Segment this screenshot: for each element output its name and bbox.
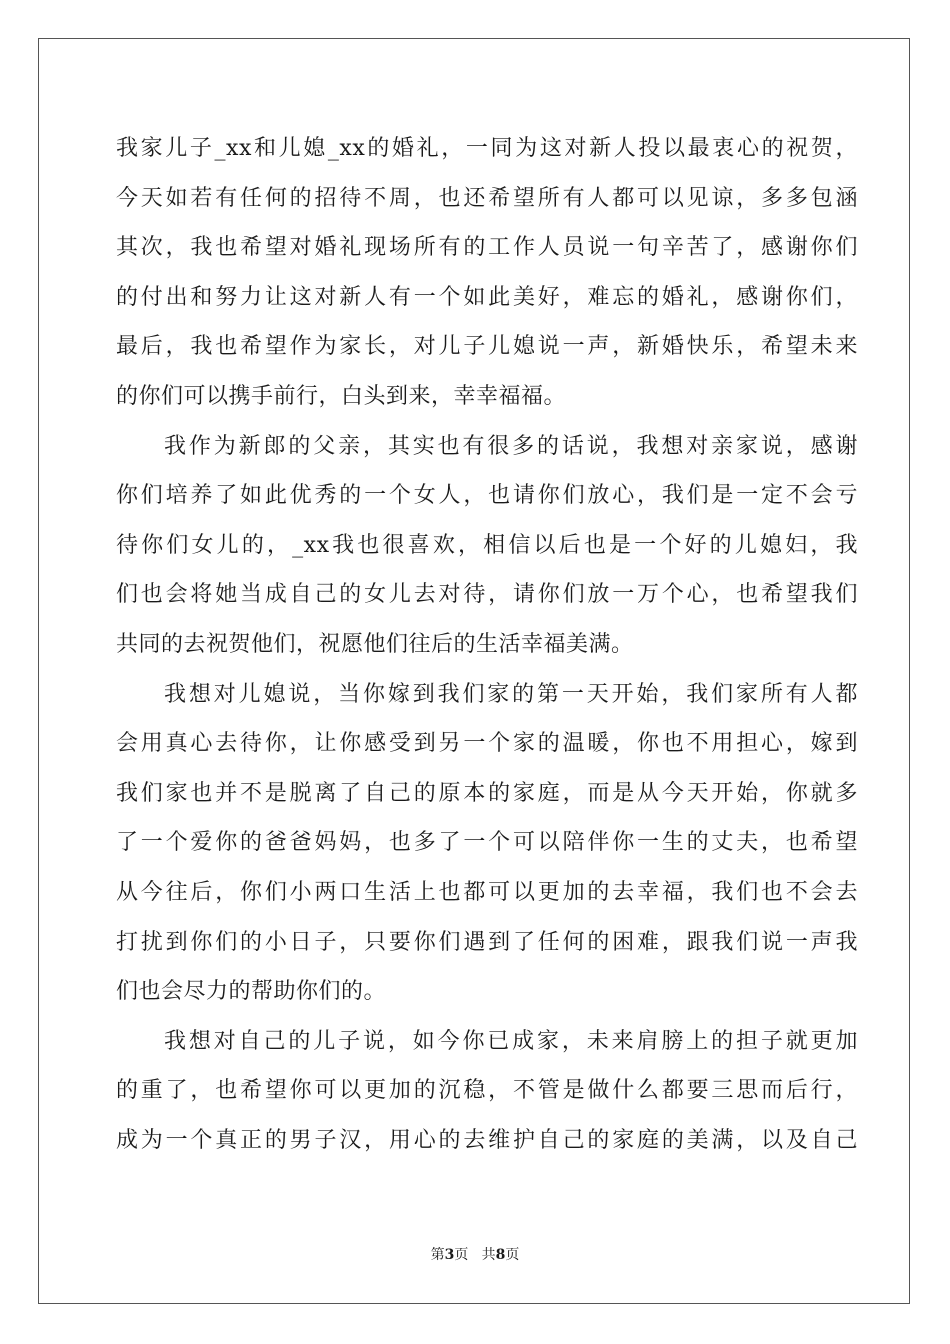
text-line: 从今往后，你们小两口生活上也都可以更加的去幸福，我们也不会去 [116,879,858,905]
document-body [116,124,858,1165]
text-line: 了一个爱你的爸爸妈妈，也多了一个可以陪伴你一生的丈夫，也希望 [116,830,858,856]
text-line: 我家儿子_xx和儿媳_xx的婚礼，一同为这对新人投以最衷心的祝贺， [116,136,858,161]
total-pages-prefix: 共 [481,1247,496,1263]
text-line: 我想对儿媳说，当你嫁到我们家的第一天开始，我们家所有人都 [164,681,858,707]
text-line: 们也会尽力的帮助你们的。 [116,979,387,1005]
text-line: 打扰到你们的小日子，只要你们遇到了任何的困难，跟我们说一声我 [116,929,858,955]
text-line: 会用真心去待你，让你感受到另一个家的温暖，你也不用担心，嫁到 [116,731,858,757]
text-line: 待你们女儿的，_xx我也很喜欢，相信以后也是一个好的儿媳妇，我 [116,532,858,558]
text-line: 我作为新郎的父亲，其实也有很多的话说，我想对亲家说，感谢 [164,433,858,459]
total-pages-number: 8 [495,1247,506,1263]
text-line: 的付出和努力让这对新人有一个如此美好，难忘的婚礼，感谢你们， [116,284,858,310]
text-line: 共同的去祝贺他们，祝愿他们往后的生活幸福美满。 [116,631,634,657]
text-line: 的你们可以携手前行，白头到来，幸幸福福。 [116,383,567,409]
text-line: 你们培养了如此优秀的一个女人，也请你们放心，我们是一定不会亏 [116,483,858,509]
text-line: 我们家也并不是脱离了自己的原本的家庭，而是从今天开始，你就多 [116,780,858,806]
text-line: 最后，我也希望作为家长，对儿子儿媳说一声，新婚快乐，希望未来 [116,334,858,360]
text-line: 的重了，也希望你可以更加的沉稳，不管是做什么都要三思而后行， [116,1078,858,1104]
text-line: 其次，我也希望对婚礼现场所有的工作人员说一句辛苦了，感谢你们 [116,235,858,261]
page-footer [0,1244,950,1264]
total-pages-suffix: 页 [505,1247,520,1263]
page-number-suffix: 页 [454,1247,469,1263]
page-number-prefix: 第 [430,1247,445,1263]
text-line: 我想对自己的儿子说，如今你已成家，未来肩膀上的担子就更加 [164,1028,858,1054]
text-line: 们也会将她当成自己的女儿去对待，请你们放一万个心，也希望我们 [116,582,858,608]
text-line: 成为一个真正的男子汉，用心的去维护自己的家庭的美满，以及自己 [116,1127,858,1153]
text-line: 今天如若有任何的招待不周，也还希望所有人都可以见谅，多多包涵 [116,185,858,211]
current-page-number: 3 [444,1247,455,1263]
